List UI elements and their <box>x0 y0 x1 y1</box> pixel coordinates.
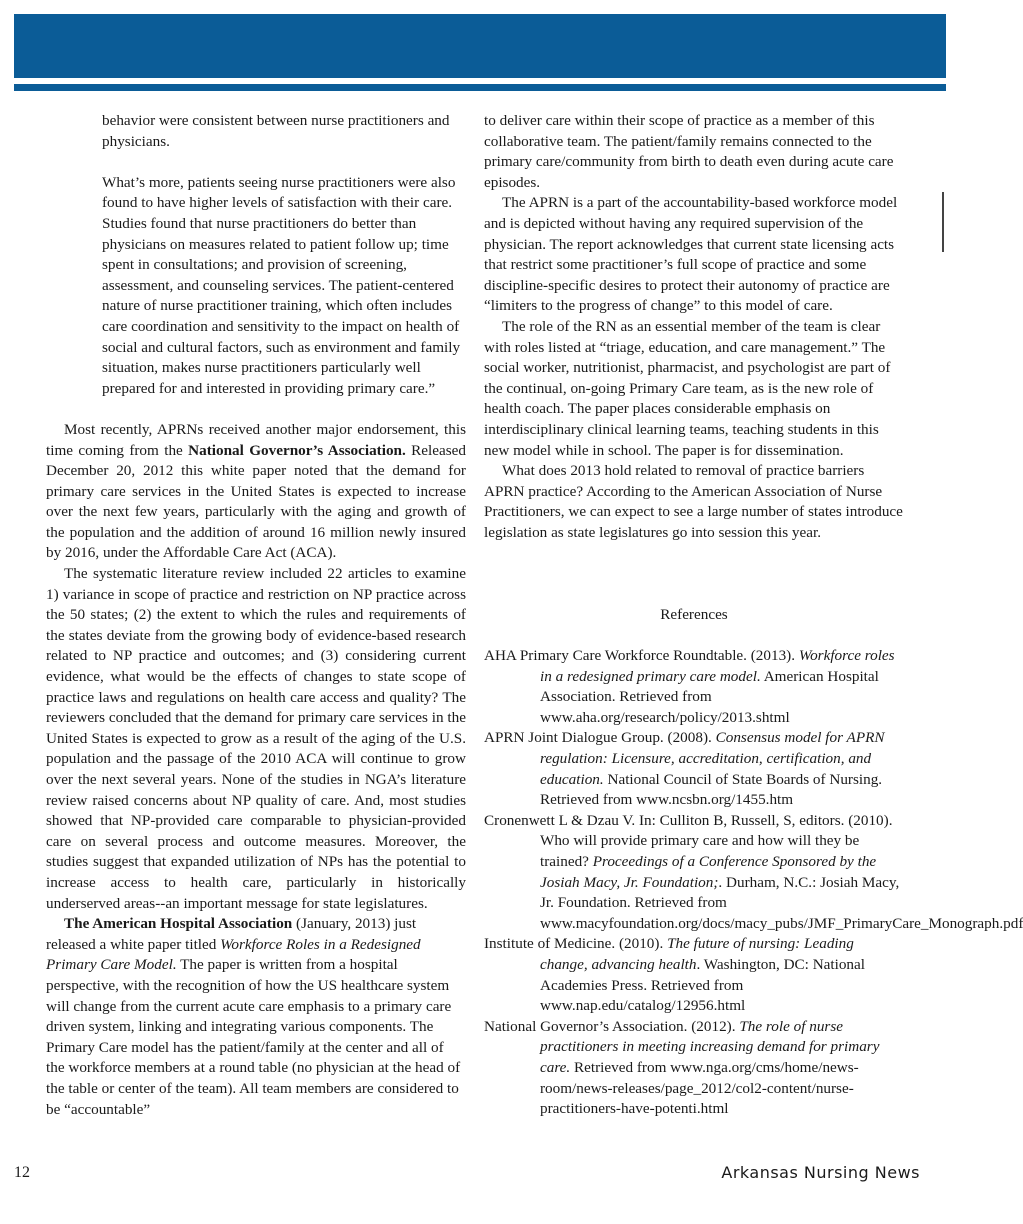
right-paragraph-1: to deliver care within their scope of practice as a member of this collaborative team. The patient/family remains connected to the primary care/community from birth to death even during acute care episodes. <box>484 112 894 191</box>
left-column <box>46 111 466 1120</box>
left-body <box>46 420 466 1120</box>
reference-item <box>484 1017 904 1120</box>
references-list <box>484 646 1023 1120</box>
right-column <box>484 111 1023 1120</box>
reference-text: Institute of Medicine. (2010). <box>484 935 668 953</box>
reference-title: Workforce roles in a redesigned primary care model. <box>540 647 895 685</box>
nga-text-after: Released December 20, 2012 this white paper noted that the demand for primary care services in the United States is expected to increase over the next few years, particularly with the aging and growth of the population and the addition of around 16 million newly insured by 2016, under the Affordable Care Act (ACA). <box>46 441 466 562</box>
margin-mark <box>942 192 944 252</box>
right-paragraph-4: What does 2013 hold related to removal of practice barriers APRN practice? According to the American Association of Nurse Practitioners, we can expect to see a large number of states introduce legislation as state legislatures go into session this year. <box>484 462 903 541</box>
aha-paper-title: Workforce Roles in a Redesigned Primary Care Model. <box>46 935 421 974</box>
right-paragraph-3: The role of the RN as an essential member of the team is clear with roles listed at “triage, education, and care management.” The social worker, nutritionist, pharmacist, and psychologist are part of the continual, on-going Primary Care team, as is the new role of health coach. The paper places considerable emphasis on interdisciplinary clinical learning teams, teaching students in this new model while in school. The paper is for dissemination. <box>484 317 891 459</box>
reference-text: National Governor’s Association. (2012). <box>484 1017 740 1035</box>
aha-paragraph <box>46 914 466 1120</box>
reference-title: Consensus model for APRN regulation: Licensure, accreditation, certification, and education. <box>540 729 885 788</box>
reference-title: The future of nursing: Leading change, advancing health <box>540 935 854 973</box>
aha-text-mid: (January, 2013) just released a white paper titled <box>46 915 417 953</box>
aha-text-after: The paper is written from a hospital perspective, with the recognition of how the US healthcare system will change from the current acute care emphasis to a primary care driven system, linking and integrating various components. The Primary Care model has the patient/family at the center and all of the workforce members at a round table (no physician at the head of the table or center of the team). All team members are considered to be “accountable” <box>46 956 461 1118</box>
references-heading: References <box>660 606 728 624</box>
reference-text: Cronenwett L & Dzau V. In: Culliton B, Russell, S, editors. (2010). Who will provide primary care and how will they be trained? <box>484 811 893 870</box>
header-banner <box>14 14 946 78</box>
reference-text: APRN Joint Dialogue Group. (2008). <box>484 729 716 747</box>
quote-paragraph-2: What’s more, patients seeing nurse practitioners were also found to have higher levels of satisfaction with their care. Studies found that nurse practitioners do better than physicians on measures related to patient follow up; time spent in consultations; and provision of screening, assessment, and counseling services. The patient-centered nature of nurse practitioner training, which often includes care coordination and sensitivity to the impact on health of social and cultural factors, such as environment and family situation, makes nurse practitioners particularly well prepared for and interested in providing primary care.” <box>102 173 461 397</box>
reference-item <box>484 646 904 728</box>
block-quote <box>46 111 466 399</box>
reference-text: Retrieved from www.nga.org/cms/home/news-room/news-releases/page_2012/col2-content/nurse-practitioners-have-potenti.html <box>540 1058 859 1118</box>
header-rule <box>14 84 946 91</box>
aha-name: The American Hospital Association <box>64 915 293 933</box>
nga-paragraph <box>46 420 466 564</box>
nga-name: National Governor’s Association. <box>188 441 406 459</box>
reference-title: The role of nurse practitioners in meeting increasing demand for primary care. <box>540 1017 880 1076</box>
publication-name: Arkansas Nursing News <box>721 1163 920 1182</box>
reference-item <box>484 811 1023 935</box>
review-paragraph: The systematic literature review included 22 articles to examine 1) variance in scope of practice and restriction on NP practice across the 50 states; (2) the extent to which the rules and requirements of the states deviate from the growing body of evidence-based research related to NP practice and outcomes; and (3) considering current evidence, what would be the effects of changes to state scope of practice laws and regulations on health care access and quality? The reviewers concluded that the demand for primary care services in the United States is expected to grow as a result of the aging of the U.S. population and the passage of the 2010 ACA will continue to grow over the next several years. None of the studies in NGA’s literature review raised concerns about NP quality of care. And, most studies showed that NP-provided care comparable to physician-provided care on several process and outcome measures. Moreover, the studies suggest that expanded utilization of NPs has the potential to increase access to health care, particularly in historically underserved areas--an important message for state legislatures. <box>46 565 466 912</box>
nga-text-before: Most recently, APRNs received another major endorsement, this time coming from the <box>46 420 466 459</box>
quote-paragraph-1: behavior were consistent between nurse practitioners and physicians. <box>102 112 450 150</box>
reference-item <box>484 934 904 1016</box>
right-body <box>484 111 904 543</box>
reference-text: AHA Primary Care Workforce Roundtable. (2013). <box>484 647 799 665</box>
reference-text: . Durham, N.C.: Josiah Macy, Jr. Foundation. Retrieved from www.macyfoundation.org/docs/macy_pubs/JMF_PrimaryCare_Monograph.pdf <box>540 873 1023 932</box>
reference-title: Proceedings of a Conference Sponsored by the Josiah Macy, Jr. Foundation; <box>540 853 877 891</box>
right-paragraph-2: The APRN is a part of the accountability-based workforce model and is depicted without having any required supervision of the physician. The report acknowledges that current state licensing acts that restrict some practitioner’s full scope of practice and some discipline-specific desires to protect their autonomy of practice are “limiters to the progress of change” to this model of care. <box>484 194 898 315</box>
reference-text: . Washington, DC: National Academies Press. Retrieved from www.nap.edu/catalog/12956.html <box>540 955 865 1015</box>
reference-text: American Hospital Association. Retrieved from www.aha.org/research/policy/2013.shtml <box>540 667 879 726</box>
page-number: 12 <box>14 1164 30 1181</box>
reference-text: National Council of State Boards of Nursing. Retrieved from www.ncsbn.org/1455.htm <box>540 770 883 809</box>
reference-item <box>484 728 904 810</box>
